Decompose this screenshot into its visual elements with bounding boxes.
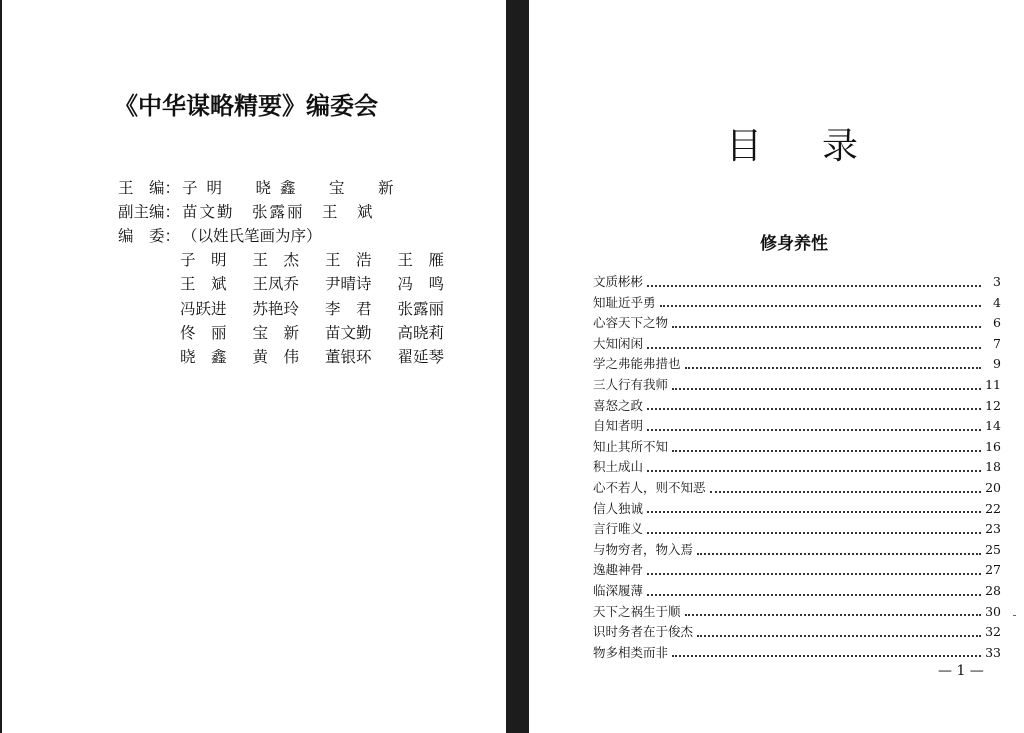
toc-entry-label: 知耻近乎勇 xyxy=(593,294,656,310)
member-name: 张露丽 xyxy=(397,299,445,318)
toc-entry-label: 与物穷者，物入焉 xyxy=(593,541,694,557)
deputy-editor-line xyxy=(118,200,375,222)
member-name: 宝 新 xyxy=(252,323,300,342)
section-title: 修身养性 xyxy=(760,234,828,254)
member-name: 高晓莉 xyxy=(397,323,445,342)
toc-entry-label: 心不若人，则不知恶 xyxy=(593,479,706,495)
member-name: 王 斌 xyxy=(180,275,227,294)
toc-entry[interactable] xyxy=(593,540,1001,561)
toc-list xyxy=(593,272,1001,663)
member-name: 子 明 xyxy=(180,251,227,269)
toc-entry[interactable] xyxy=(593,293,1001,314)
toc-leader xyxy=(647,531,981,534)
toc-entry-label: 心容天下之物 xyxy=(593,315,669,331)
toc-entry[interactable] xyxy=(593,354,1001,375)
member-name: 李 君 xyxy=(325,299,372,318)
toc-entry-page: 11 xyxy=(985,376,1001,392)
toc-leader xyxy=(672,449,981,452)
editorial-board-note: （以姓氏笔画为序） xyxy=(182,227,322,245)
member-name: 董银环 xyxy=(325,348,372,367)
toc-entry-label: 天下之祸生于顺 xyxy=(593,603,681,619)
toc-entry-page: 18 xyxy=(985,459,1001,475)
toc-entry-page: 27 xyxy=(985,562,1001,578)
toc-leader xyxy=(672,325,981,328)
toc-entry[interactable] xyxy=(593,643,1001,664)
toc-leader xyxy=(710,490,981,493)
member-name: 王 雁 xyxy=(397,251,445,269)
member-name: 王 浩 xyxy=(325,251,372,269)
scan-speck xyxy=(1013,615,1016,616)
toc-leader xyxy=(647,428,981,431)
toc-entry[interactable] xyxy=(593,622,1001,643)
member-name: 黄 伟 xyxy=(252,348,300,367)
toc-entry-page: 14 xyxy=(985,418,1001,434)
toc-leader xyxy=(647,469,981,472)
member-name: 冯跃进 xyxy=(180,299,227,318)
toc-entry-label: 学之弗能弗措也 xyxy=(593,356,681,372)
toc-entry-label: 言行唯义 xyxy=(593,521,644,537)
toc-entry-page: 25 xyxy=(985,541,1001,557)
toc-leader xyxy=(685,613,981,616)
toc-entry-page: 7 xyxy=(993,335,1001,351)
member-name: 晓 鑫 xyxy=(180,348,227,367)
member-name: 王 杰 xyxy=(252,251,300,269)
member-row xyxy=(180,297,470,321)
member-name: 苗文勤 xyxy=(325,323,372,342)
editorial-board-line xyxy=(118,224,322,246)
toc-entry[interactable] xyxy=(593,519,1001,540)
member-name: 佟 丽 xyxy=(180,323,227,342)
toc-entry[interactable] xyxy=(593,499,1001,520)
toc-entry-label: 喜怒之政 xyxy=(593,397,644,413)
toc-entry[interactable] xyxy=(593,272,1001,293)
member-list xyxy=(180,248,470,369)
toc-entry[interactable] xyxy=(593,375,1001,396)
editorial-board-label: 编 委： xyxy=(118,227,181,245)
toc-leader xyxy=(672,387,981,390)
toc-entry[interactable] xyxy=(593,457,1001,478)
member-name: 苏艳玲 xyxy=(252,299,300,318)
toc-entry-label: 识时务者在于俊杰 xyxy=(593,624,694,640)
toc-entry-page: 23 xyxy=(985,521,1001,537)
toc-entry-page: 12 xyxy=(985,397,1001,413)
deputy-editor-label: 副主编： xyxy=(118,203,181,221)
member-row xyxy=(180,248,470,272)
toc-entry[interactable] xyxy=(593,416,1001,437)
toc-entry-page: 6 xyxy=(993,315,1001,331)
toc-entry-label: 自知者明 xyxy=(593,418,644,434)
member-name: 翟延琴 xyxy=(397,348,445,367)
toc-leader xyxy=(647,572,981,575)
toc-entry-page: 3 xyxy=(993,274,1001,289)
member-name: 尹晴诗 xyxy=(325,275,372,294)
book-gutter xyxy=(506,0,529,733)
toc-leader xyxy=(647,407,981,410)
toc-leader xyxy=(672,654,981,657)
member-row xyxy=(180,345,470,369)
toc-entry-label: 临深履薄 xyxy=(593,582,644,598)
toc-entry-label: 逸趣神骨 xyxy=(593,562,644,578)
toc-entry-page: 32 xyxy=(985,624,1001,640)
toc-entry-label: 信人独诚 xyxy=(593,500,644,516)
chief-editor-label: 王 编： xyxy=(118,179,181,197)
member-row xyxy=(180,321,470,345)
toc-leader xyxy=(647,284,981,287)
chief-editor-line xyxy=(118,176,403,198)
toc-entry-label: 知止其所不知 xyxy=(593,438,669,454)
toc-entry-page: 9 xyxy=(993,356,1001,372)
toc-entry[interactable] xyxy=(593,437,1001,458)
toc-entry[interactable] xyxy=(593,560,1001,581)
member-row xyxy=(180,272,470,296)
toc-entry-label: 文质彬彬 xyxy=(593,274,644,289)
toc-entry[interactable] xyxy=(593,313,1001,334)
toc-entry-label: 大知闲闲 xyxy=(593,335,644,351)
toc-entry[interactable] xyxy=(593,334,1001,355)
toc-leader xyxy=(647,510,981,513)
toc-entry-page: 30 xyxy=(985,603,1001,619)
toc-entry-label: 积土成山 xyxy=(593,459,644,475)
chief-editor-names: 子明 晓鑫 宝 新 xyxy=(182,179,403,197)
toc-entry-page: 4 xyxy=(993,294,1001,310)
toc-entry-label: 三人行有我师 xyxy=(593,376,669,392)
deputy-editor-names: 苗文勤 张露丽 王 斌 xyxy=(182,203,375,221)
toc-leader xyxy=(697,552,981,555)
member-name: 冯 鸣 xyxy=(397,275,445,294)
page-number: — 1 — xyxy=(938,663,984,679)
toc-entry-page: 22 xyxy=(985,500,1001,516)
toc-entry-page: 16 xyxy=(985,438,1001,454)
toc-entry-page: 20 xyxy=(985,479,1001,495)
member-name: 王凤乔 xyxy=(252,275,300,294)
toc-leader xyxy=(685,366,981,369)
toc-entry[interactable] xyxy=(593,581,1001,602)
toc-entry-label: 物多相类而非 xyxy=(593,644,669,660)
toc-entry[interactable] xyxy=(593,396,1001,417)
toc-entry[interactable] xyxy=(593,478,1001,499)
toc-leader xyxy=(697,634,981,637)
toc-leader xyxy=(647,593,981,596)
committee-title: 《中华谋略精要》编委会 xyxy=(114,92,378,120)
toc-title: 目录 xyxy=(726,126,919,167)
toc-leader xyxy=(647,346,981,349)
toc-leader xyxy=(660,304,981,307)
toc-entry[interactable] xyxy=(593,602,1001,623)
toc-entry-page: 28 xyxy=(985,582,1001,598)
toc-entry-page: 33 xyxy=(985,644,1001,660)
